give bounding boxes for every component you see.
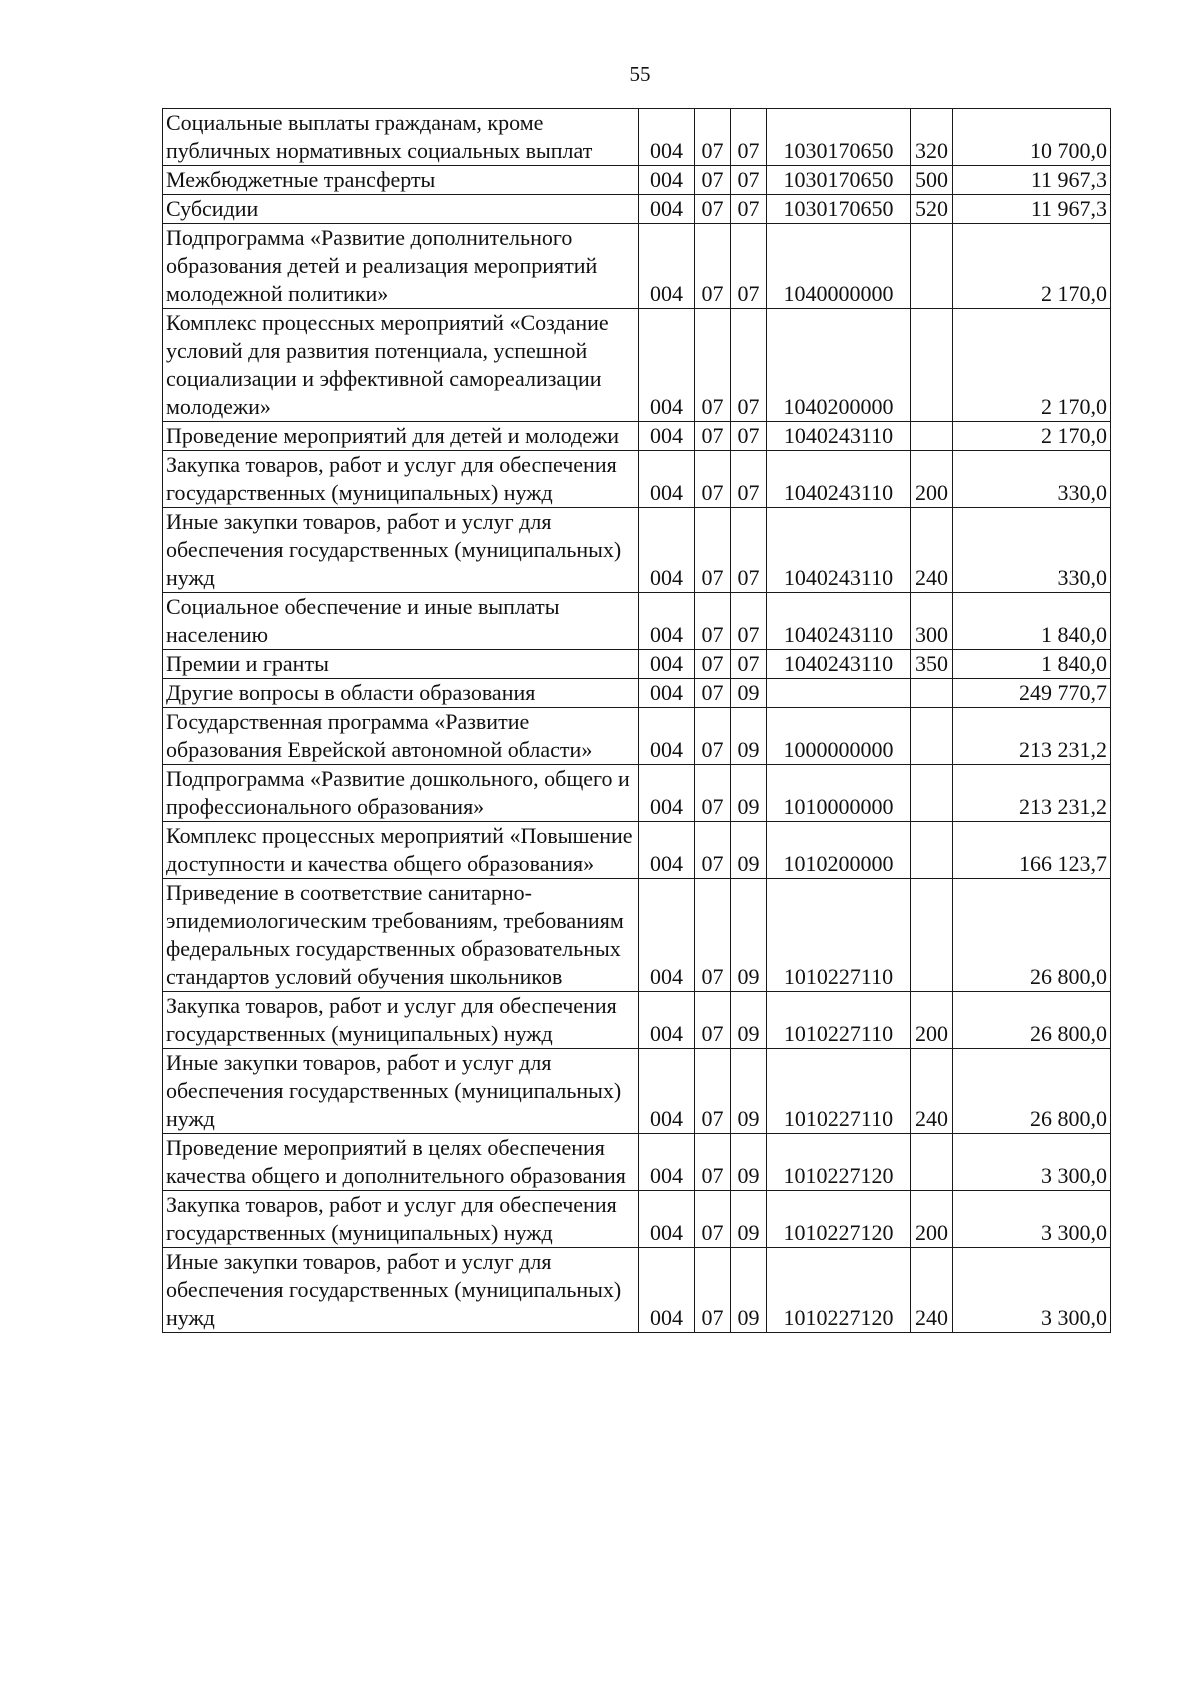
target-item-code-cell: 1010227110: [767, 992, 911, 1049]
table-row: [163, 765, 1111, 822]
row-name-cell: Субсидии: [163, 195, 639, 224]
expense-type-code-cell: 520: [911, 195, 953, 224]
expense-type-code-cell: [911, 765, 953, 822]
table-body: [163, 109, 1111, 1333]
target-item-code-cell: 1030170650: [767, 195, 911, 224]
amount-cell: 330,0: [953, 508, 1111, 593]
row-name-cell: Комплекс процессных мероприятий «Повышение доступности и качества общего образования»: [163, 822, 639, 879]
subsection-code-cell: 07: [731, 508, 767, 593]
target-item-code-cell: 1010227120: [767, 1134, 911, 1191]
table-row: [163, 708, 1111, 765]
table-row: [163, 822, 1111, 879]
expense-type-code-cell: 240: [911, 1049, 953, 1134]
target-item-code-cell: 1010227110: [767, 879, 911, 992]
target-item-code-cell: 1040243110: [767, 508, 911, 593]
amount-cell: 213 231,2: [953, 708, 1111, 765]
ministry-code-cell: 004: [639, 879, 695, 992]
ministry-code-cell: 004: [639, 166, 695, 195]
ministry-code-cell: 004: [639, 1134, 695, 1191]
subsection-code-cell: 09: [731, 708, 767, 765]
ministry-code-cell: 004: [639, 451, 695, 508]
row-name-cell: Закупка товаров, работ и услуг для обеспечения государственных (муниципальных) нужд: [163, 451, 639, 508]
section-code-cell: 07: [695, 650, 731, 679]
table-row: [163, 650, 1111, 679]
row-name-cell: Проведение мероприятий в целях обеспечения качества общего и дополнительного образования: [163, 1134, 639, 1191]
section-code-cell: 07: [695, 822, 731, 879]
subsection-code-cell: 09: [731, 765, 767, 822]
section-code-cell: 07: [695, 109, 731, 166]
amount-cell: 2 170,0: [953, 309, 1111, 422]
section-code-cell: 07: [695, 422, 731, 451]
expense-type-code-cell: 200: [911, 1191, 953, 1248]
table-row: [163, 451, 1111, 508]
ministry-code-cell: 004: [639, 109, 695, 166]
subsection-code-cell: 07: [731, 650, 767, 679]
expense-type-code-cell: 350: [911, 650, 953, 679]
ministry-code-cell: 004: [639, 309, 695, 422]
expense-type-code-cell: [911, 224, 953, 309]
row-name-cell: Подпрограмма «Развитие дополнительного образования детей и реализация мероприятий молодежной политики»: [163, 224, 639, 309]
target-item-code-cell: 1010000000: [767, 765, 911, 822]
row-name-cell: Комплекс процессных мероприятий «Создание условий для развития потенциала, успешной социализации и эффективной самореализации молодежи»: [163, 309, 639, 422]
section-code-cell: 07: [695, 992, 731, 1049]
amount-cell: 166 123,7: [953, 822, 1111, 879]
row-name-cell: Приведение в соответствие санитарно-эпидемиологическим требованиям, требованиям федеральных государственных образовательных стандартов условий обучения школьников: [163, 879, 639, 992]
amount-cell: 330,0: [953, 451, 1111, 508]
section-code-cell: 07: [695, 1191, 731, 1248]
ministry-code-cell: 004: [639, 650, 695, 679]
ministry-code-cell: 004: [639, 992, 695, 1049]
table-row: [163, 679, 1111, 708]
table-row: [163, 879, 1111, 992]
row-name-cell: Иные закупки товаров, работ и услуг для обеспечения государственных (муниципальных) нужд: [163, 1248, 639, 1333]
section-code-cell: 07: [695, 879, 731, 992]
row-name-cell: Иные закупки товаров, работ и услуг для обеспечения государственных (муниципальных) нужд: [163, 1049, 639, 1134]
target-item-code-cell: 1030170650: [767, 109, 911, 166]
row-name-cell: Межбюджетные трансферты: [163, 166, 639, 195]
subsection-code-cell: 09: [731, 1191, 767, 1248]
target-item-code-cell: 1040200000: [767, 309, 911, 422]
ministry-code-cell: 004: [639, 1049, 695, 1134]
ministry-code-cell: 004: [639, 765, 695, 822]
row-name-cell: Закупка товаров, работ и услуг для обеспечения государственных (муниципальных) нужд: [163, 1191, 639, 1248]
ministry-code-cell: 004: [639, 822, 695, 879]
target-item-code-cell: 1010200000: [767, 822, 911, 879]
section-code-cell: 07: [695, 451, 731, 508]
row-name-cell: Закупка товаров, работ и услуг для обеспечения государственных (муниципальных) нужд: [163, 992, 639, 1049]
target-item-code-cell: 1040243110: [767, 451, 911, 508]
section-code-cell: 07: [695, 195, 731, 224]
target-item-code-cell: 1000000000: [767, 708, 911, 765]
amount-cell: 249 770,7: [953, 679, 1111, 708]
table-row: [163, 195, 1111, 224]
section-code-cell: 07: [695, 679, 731, 708]
subsection-code-cell: 07: [731, 166, 767, 195]
expense-type-code-cell: 500: [911, 166, 953, 195]
amount-cell: 3 300,0: [953, 1248, 1111, 1333]
target-item-code-cell: 1040243110: [767, 650, 911, 679]
table-row: [163, 508, 1111, 593]
ministry-code-cell: 004: [639, 593, 695, 650]
ministry-code-cell: 004: [639, 1248, 695, 1333]
row-name-cell: Социальное обеспечение и иные выплаты населению: [163, 593, 639, 650]
subsection-code-cell: 07: [731, 593, 767, 650]
ministry-code-cell: 004: [639, 1191, 695, 1248]
table-row: [163, 1248, 1111, 1333]
expense-type-code-cell: [911, 879, 953, 992]
expense-type-code-cell: 320: [911, 109, 953, 166]
ministry-code-cell: 004: [639, 224, 695, 309]
section-code-cell: 07: [695, 508, 731, 593]
row-name-cell: Проведение мероприятий для детей и молодежи: [163, 422, 639, 451]
target-item-code-cell: 1030170650: [767, 166, 911, 195]
row-name-cell: Другие вопросы в области образования: [163, 679, 639, 708]
subsection-code-cell: 09: [731, 1049, 767, 1134]
section-code-cell: 07: [695, 166, 731, 195]
ministry-code-cell: 004: [639, 195, 695, 224]
expense-type-code-cell: [911, 422, 953, 451]
table-row: [163, 109, 1111, 166]
row-name-cell: Государственная программа «Развитие образования Еврейской автономной области»: [163, 708, 639, 765]
section-code-cell: 07: [695, 765, 731, 822]
subsection-code-cell: 07: [731, 109, 767, 166]
target-item-code-cell: 1040243110: [767, 593, 911, 650]
ministry-code-cell: 004: [639, 679, 695, 708]
subsection-code-cell: 07: [731, 195, 767, 224]
expense-type-code-cell: 200: [911, 992, 953, 1049]
amount-cell: 3 300,0: [953, 1134, 1111, 1191]
amount-cell: 10 700,0: [953, 109, 1111, 166]
ministry-code-cell: 004: [639, 508, 695, 593]
section-code-cell: 07: [695, 224, 731, 309]
amount-cell: 2 170,0: [953, 422, 1111, 451]
expense-type-code-cell: [911, 822, 953, 879]
section-code-cell: 07: [695, 708, 731, 765]
ministry-code-cell: 004: [639, 708, 695, 765]
expense-type-code-cell: [911, 708, 953, 765]
table-row: [163, 309, 1111, 422]
subsection-code-cell: 07: [731, 309, 767, 422]
target-item-code-cell: 1040000000: [767, 224, 911, 309]
section-code-cell: 07: [695, 309, 731, 422]
amount-cell: 11 967,3: [953, 195, 1111, 224]
expense-type-code-cell: [911, 679, 953, 708]
section-code-cell: 07: [695, 1134, 731, 1191]
amount-cell: 1 840,0: [953, 650, 1111, 679]
table-row: [163, 1049, 1111, 1134]
amount-cell: 1 840,0: [953, 593, 1111, 650]
expense-type-code-cell: [911, 309, 953, 422]
subsection-code-cell: 07: [731, 224, 767, 309]
subsection-code-cell: 07: [731, 422, 767, 451]
table-row: [163, 1134, 1111, 1191]
expense-type-code-cell: 300: [911, 593, 953, 650]
section-code-cell: 07: [695, 1248, 731, 1333]
row-name-cell: Премии и гранты: [163, 650, 639, 679]
target-item-code-cell: 1010227120: [767, 1191, 911, 1248]
table-row: [163, 992, 1111, 1049]
row-name-cell: Подпрограмма «Развитие дошкольного, общего и профессионального образования»: [163, 765, 639, 822]
subsection-code-cell: 09: [731, 822, 767, 879]
subsection-code-cell: 09: [731, 1248, 767, 1333]
amount-cell: 11 967,3: [953, 166, 1111, 195]
amount-cell: 213 231,2: [953, 765, 1111, 822]
expense-type-code-cell: [911, 1134, 953, 1191]
target-item-code-cell: 1040243110: [767, 422, 911, 451]
section-code-cell: 07: [695, 593, 731, 650]
subsection-code-cell: 09: [731, 879, 767, 992]
section-code-cell: 07: [695, 1049, 731, 1134]
subsection-code-cell: 07: [731, 451, 767, 508]
row-name-cell: Иные закупки товаров, работ и услуг для обеспечения государственных (муниципальных) нужд: [163, 508, 639, 593]
target-item-code-cell: [767, 679, 911, 708]
table-row: [163, 166, 1111, 195]
row-name-cell: Социальные выплаты гражданам, кроме публичных нормативных социальных выплат: [163, 109, 639, 166]
subsection-code-cell: 09: [731, 679, 767, 708]
target-item-code-cell: 1010227110: [767, 1049, 911, 1134]
expense-type-code-cell: 200: [911, 451, 953, 508]
target-item-code-cell: 1010227120: [767, 1248, 911, 1333]
budget-table: [162, 108, 1111, 1333]
amount-cell: 26 800,0: [953, 1049, 1111, 1134]
table-row: [163, 224, 1111, 309]
subsection-code-cell: 09: [731, 1134, 767, 1191]
amount-cell: 3 300,0: [953, 1191, 1111, 1248]
table-row: [163, 422, 1111, 451]
expense-type-code-cell: 240: [911, 508, 953, 593]
subsection-code-cell: 09: [731, 992, 767, 1049]
amount-cell: 26 800,0: [953, 879, 1111, 992]
table-row: [163, 593, 1111, 650]
page-number: 55: [629, 62, 651, 86]
amount-cell: 26 800,0: [953, 992, 1111, 1049]
table-row: [163, 1191, 1111, 1248]
expense-type-code-cell: 240: [911, 1248, 953, 1333]
ministry-code-cell: 004: [639, 422, 695, 451]
amount-cell: 2 170,0: [953, 224, 1111, 309]
